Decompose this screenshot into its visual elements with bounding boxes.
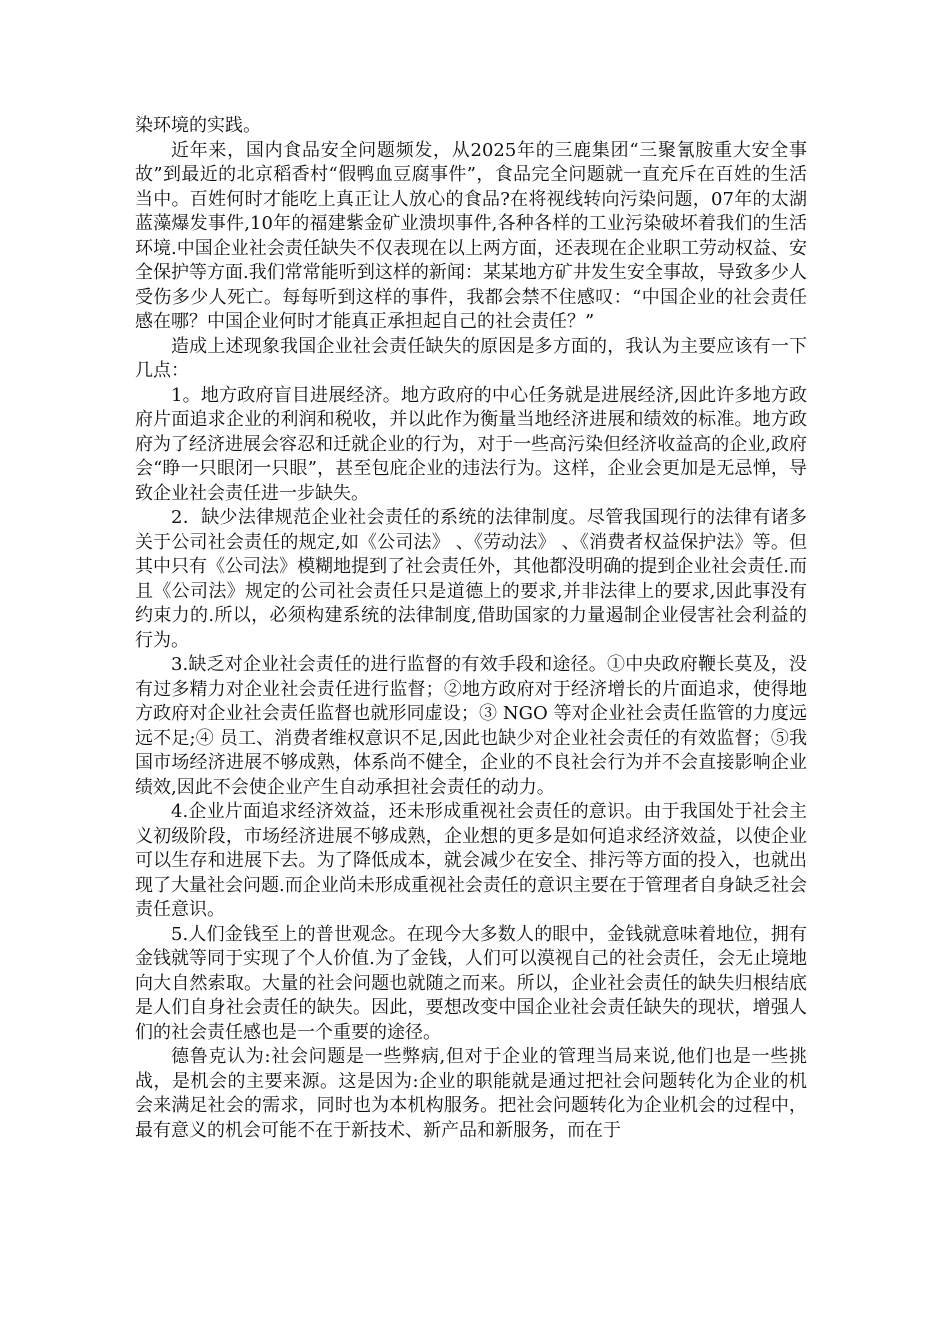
paragraph-cause-1: 1。地方政府盲目进展经济。地方政府的中心任务就是进展经济,因此许多地方政府片面追求企业的利润和税收，并以此作为衡量当地经济进展和绩效的标准。地方政府为了经济进展会容忍和迁就企业的行为，对于一些高污染但经济收益高的企业,政府会“睁一只眼闭一只眼”，甚至包庇企业的违法行为。这样，企业会更加是无忌惮，导致企业社会责任进一步缺失。 xyxy=(135,384,807,504)
document-body xyxy=(135,114,807,1143)
paragraph-drucker: 德鲁克认为:社会问题是一些弊病,但对于企业的管理当局来说,他们也是一些挑战，是机会的主要来源。这是因为:企业的职能就是通过把社会问题转化为企业的机会来满足社会的需求，同时也为本机构服务。把社会问题转化为企业机会的过程中，最有意义的机会可能不在于新技术、新产品和新服务，而在于 xyxy=(135,1046,807,1141)
paragraph-cause-2: 2．缺少法律规范企业社会责任的系统的法律制度。尽管我国现行的法律有诸多关于公司社会责任的规定,如《公司法》 、《劳动法》 、《消费者权益保护法》等。但其中只有《公司法》模糊地提到了社会责任外，其他都没明确的提到企业社会责任.而且《公司法》规定的公司社会责任只是道德上的要求,并非法律上的要求,因此事没有约束力的.所以，必须构建系统的法律制度,借助国家的力量遏制企业侵害社会利益的行为。 xyxy=(135,507,807,651)
paragraph-causes-intro: 造成上述现象我国企业社会责任缺失的原因是多方面的，我认为主要应该有一下几点： xyxy=(135,335,807,381)
paragraph-cause-5: 5.人们金钱至上的普世观念。在现今大多数人的眼中，金钱就意味着地位，拥有金钱就等同于实现了个人价值.为了金钱，人们可以漠视自己的社会责任，会无止境地向大自然索取。大量的社会问题也就随之而来。所以，企业社会责任的缺失归根结底是人们自身社会责任的缺失。因此，要想改变中国企业社会责任缺失的现状，增强人们的社会责任感也是一个重要的途径。 xyxy=(135,923,807,1043)
paragraph-food-safety: 近年来，国内食品安全问题频发，从2025年的三鹿集团“三聚氰胺重大安全事故”到最近的北京稻香村“假鸭血豆腐事件”，食品完全问题就一直充斥在百姓的生活当中。百姓何时才能吃上真正让人放心的食品?在将视线转向污染问题，07年的太湖蓝藻爆发事件,10年的福建紫金矿业溃坝事件,各种各样的工业污染破坏着我们的生活环境.中国企业社会责任缺失不仅表现在以上两方面，还表现在企业职工劳动权益、安全保护等方面.我们常常能听到这样的新闻：某某地方矿井发生安全事故，导致多少人受伤多少人死亡。每每听到这样的事件，我都会禁不住感叹：“中国企业的社会责任感在哪？中国企业何时才能真正承担起自己的社会责任？” xyxy=(135,139,807,332)
paragraph-cause-3: 3.缺乏对企业社会责任的进行监督的有效手段和途径。①中央政府鞭长莫及，没有过多精力对企业社会责任进行监督；②地方政府对于经济增长的片面追求，使得地方政府对企业社会责任监督也就形同虚设；③ NGO 等对企业社会责任监管的力度远远不足;④ 员工、消费者维权意识不足,因此也缺少对企业社会责任的有效监督；⑤我国市场经济进展不够成熟，体系尚不健全，企业的不良社会行为并不会直接影响企业绩效,因此不会使企业产生自动承担社会责任的动力。 xyxy=(135,654,807,798)
paragraph-continued: 染环境的实践。 xyxy=(135,115,261,136)
paragraph-cause-4: 4.企业片面追求经济效益，还未形成重视社会责任的意识。由于我国处于社会主义初级阶段，市场经济进展不够成熟，企业想的更多是如何追求经济效益，以使企业可以生存和进展下去。为了降低成本，就会减少在安全、排污等方面的投入，也就出现了大量社会问题.而企业尚未形成重视社会责任的意识主要在于管理者自身缺乏社会责任意识。 xyxy=(135,801,807,920)
